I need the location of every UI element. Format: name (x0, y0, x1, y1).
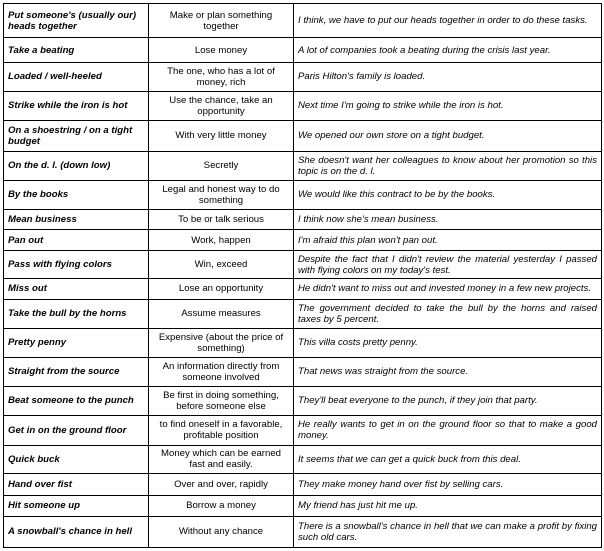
example-cell: They make money hand over fist by selling cars. (294, 474, 602, 496)
example-cell: We would like this contract to be by the books. (294, 180, 602, 209)
table-row (4, 120, 602, 151)
idiom-cell: Quick buck (4, 445, 149, 474)
meaning-cell: Legal and honest way to do something (149, 180, 294, 209)
idiom-cell: Hit someone up (4, 496, 149, 517)
idiom-cell: Hand over fist (4, 474, 149, 496)
example-cell: He really wants to get in on the ground floor so that to make a good money. (294, 415, 602, 445)
meaning-cell: Without any chance (149, 516, 294, 547)
table-row (4, 180, 602, 209)
example-cell: Next time I'm going to strike while the iron is hot. (294, 91, 602, 120)
meaning-cell: Lose money (149, 38, 294, 63)
table-row (4, 279, 602, 300)
table-row (4, 357, 602, 386)
idiom-cell: On a shoestring / on a tight budget (4, 120, 149, 151)
table-row (4, 328, 602, 357)
example-cell: He didn't want to miss out and invested money in a few new projects. (294, 279, 602, 300)
idiom-cell: Get in on the ground floor (4, 415, 149, 445)
table-row (4, 445, 602, 474)
table-row (4, 251, 602, 279)
example-cell: It seems that we can get a quick buck from this deal. (294, 445, 602, 474)
table-row (4, 230, 602, 251)
meaning-cell: Assume measures (149, 299, 294, 328)
idiom-cell: By the books (4, 180, 149, 209)
meaning-cell: An information directly from someone involved (149, 357, 294, 386)
meaning-cell: Secretly (149, 151, 294, 180)
example-cell: My friend has just hit me up. (294, 496, 602, 517)
idiom-cell: Take a beating (4, 38, 149, 63)
table-row (4, 38, 602, 63)
table-row (4, 415, 602, 445)
table-row (4, 386, 602, 415)
table-row (4, 209, 602, 230)
meaning-cell: Over and over, rapidly (149, 474, 294, 496)
example-cell: They'll beat everyone to the punch, if they join that party. (294, 386, 602, 415)
meaning-cell: Work, happen (149, 230, 294, 251)
table-row (4, 496, 602, 517)
example-cell: The government decided to take the bull by the horns and raised taxes by 5 percent. (294, 299, 602, 328)
meaning-cell: Use the chance, take an opportunity (149, 91, 294, 120)
meaning-cell: Expensive (about the price of something) (149, 328, 294, 357)
idiom-cell: Strike while the iron is hot (4, 91, 149, 120)
idiom-cell: Straight from the source (4, 357, 149, 386)
meaning-cell: Win, exceed (149, 251, 294, 279)
meaning-cell: Make or plan something together (149, 4, 294, 38)
example-cell: I'm afraid this plan won't pan out. (294, 230, 602, 251)
meaning-cell: To be or talk serious (149, 209, 294, 230)
table-row (4, 4, 602, 38)
example-cell: I think, we have to put our heads together in order to do these tasks. (294, 4, 602, 38)
meaning-cell: Borrow a money (149, 496, 294, 517)
idiom-cell: Pan out (4, 230, 149, 251)
idiom-cell: Take the bull by the horns (4, 299, 149, 328)
table-row (4, 516, 602, 547)
example-cell: That news was straight from the source. (294, 357, 602, 386)
idiom-cell: Mean business (4, 209, 149, 230)
idioms-table (3, 3, 602, 548)
meaning-cell: With very little money (149, 120, 294, 151)
table-row (4, 474, 602, 496)
idiom-cell: Loaded / well-heeled (4, 62, 149, 91)
example-cell: There is a snowball's chance in hell that we can make a profit by fixing such old cars. (294, 516, 602, 547)
table-row (4, 151, 602, 180)
example-cell: I think now she's mean business. (294, 209, 602, 230)
table-row (4, 62, 602, 91)
example-cell: Paris Hilton's family is loaded. (294, 62, 602, 91)
table-row (4, 299, 602, 328)
idiom-cell: Miss out (4, 279, 149, 300)
idiom-cell: A snowball's chance in hell (4, 516, 149, 547)
idiom-cell: Beat someone to the punch (4, 386, 149, 415)
idiom-cell: Put someone's (usually our) heads together (4, 4, 149, 38)
meaning-cell: Lose an opportunity (149, 279, 294, 300)
table-row (4, 91, 602, 120)
example-cell: This villa costs pretty penny. (294, 328, 602, 357)
meaning-cell: Money which can be earned fast and easily. (149, 445, 294, 474)
idiom-cell: On the d. l. (down low) (4, 151, 149, 180)
idiom-cell: Pass with flying colors (4, 251, 149, 279)
example-cell: Despite the fact that I didn't review the material yesterday I passed with flying colors on my today's test. (294, 251, 602, 279)
meaning-cell: to find oneself in a favorable, profitable position (149, 415, 294, 445)
example-cell: A lot of companies took a beating during the crisis last year. (294, 38, 602, 63)
example-cell: We opened our own store on a tight budget. (294, 120, 602, 151)
meaning-cell: The one, who has a lot of money, rich (149, 62, 294, 91)
idiom-cell: Pretty penny (4, 328, 149, 357)
example-cell: She doesn't want her colleagues to know about her promotion so this topic is on the d. l. (294, 151, 602, 180)
meaning-cell: Be first in doing something, before someone else (149, 386, 294, 415)
